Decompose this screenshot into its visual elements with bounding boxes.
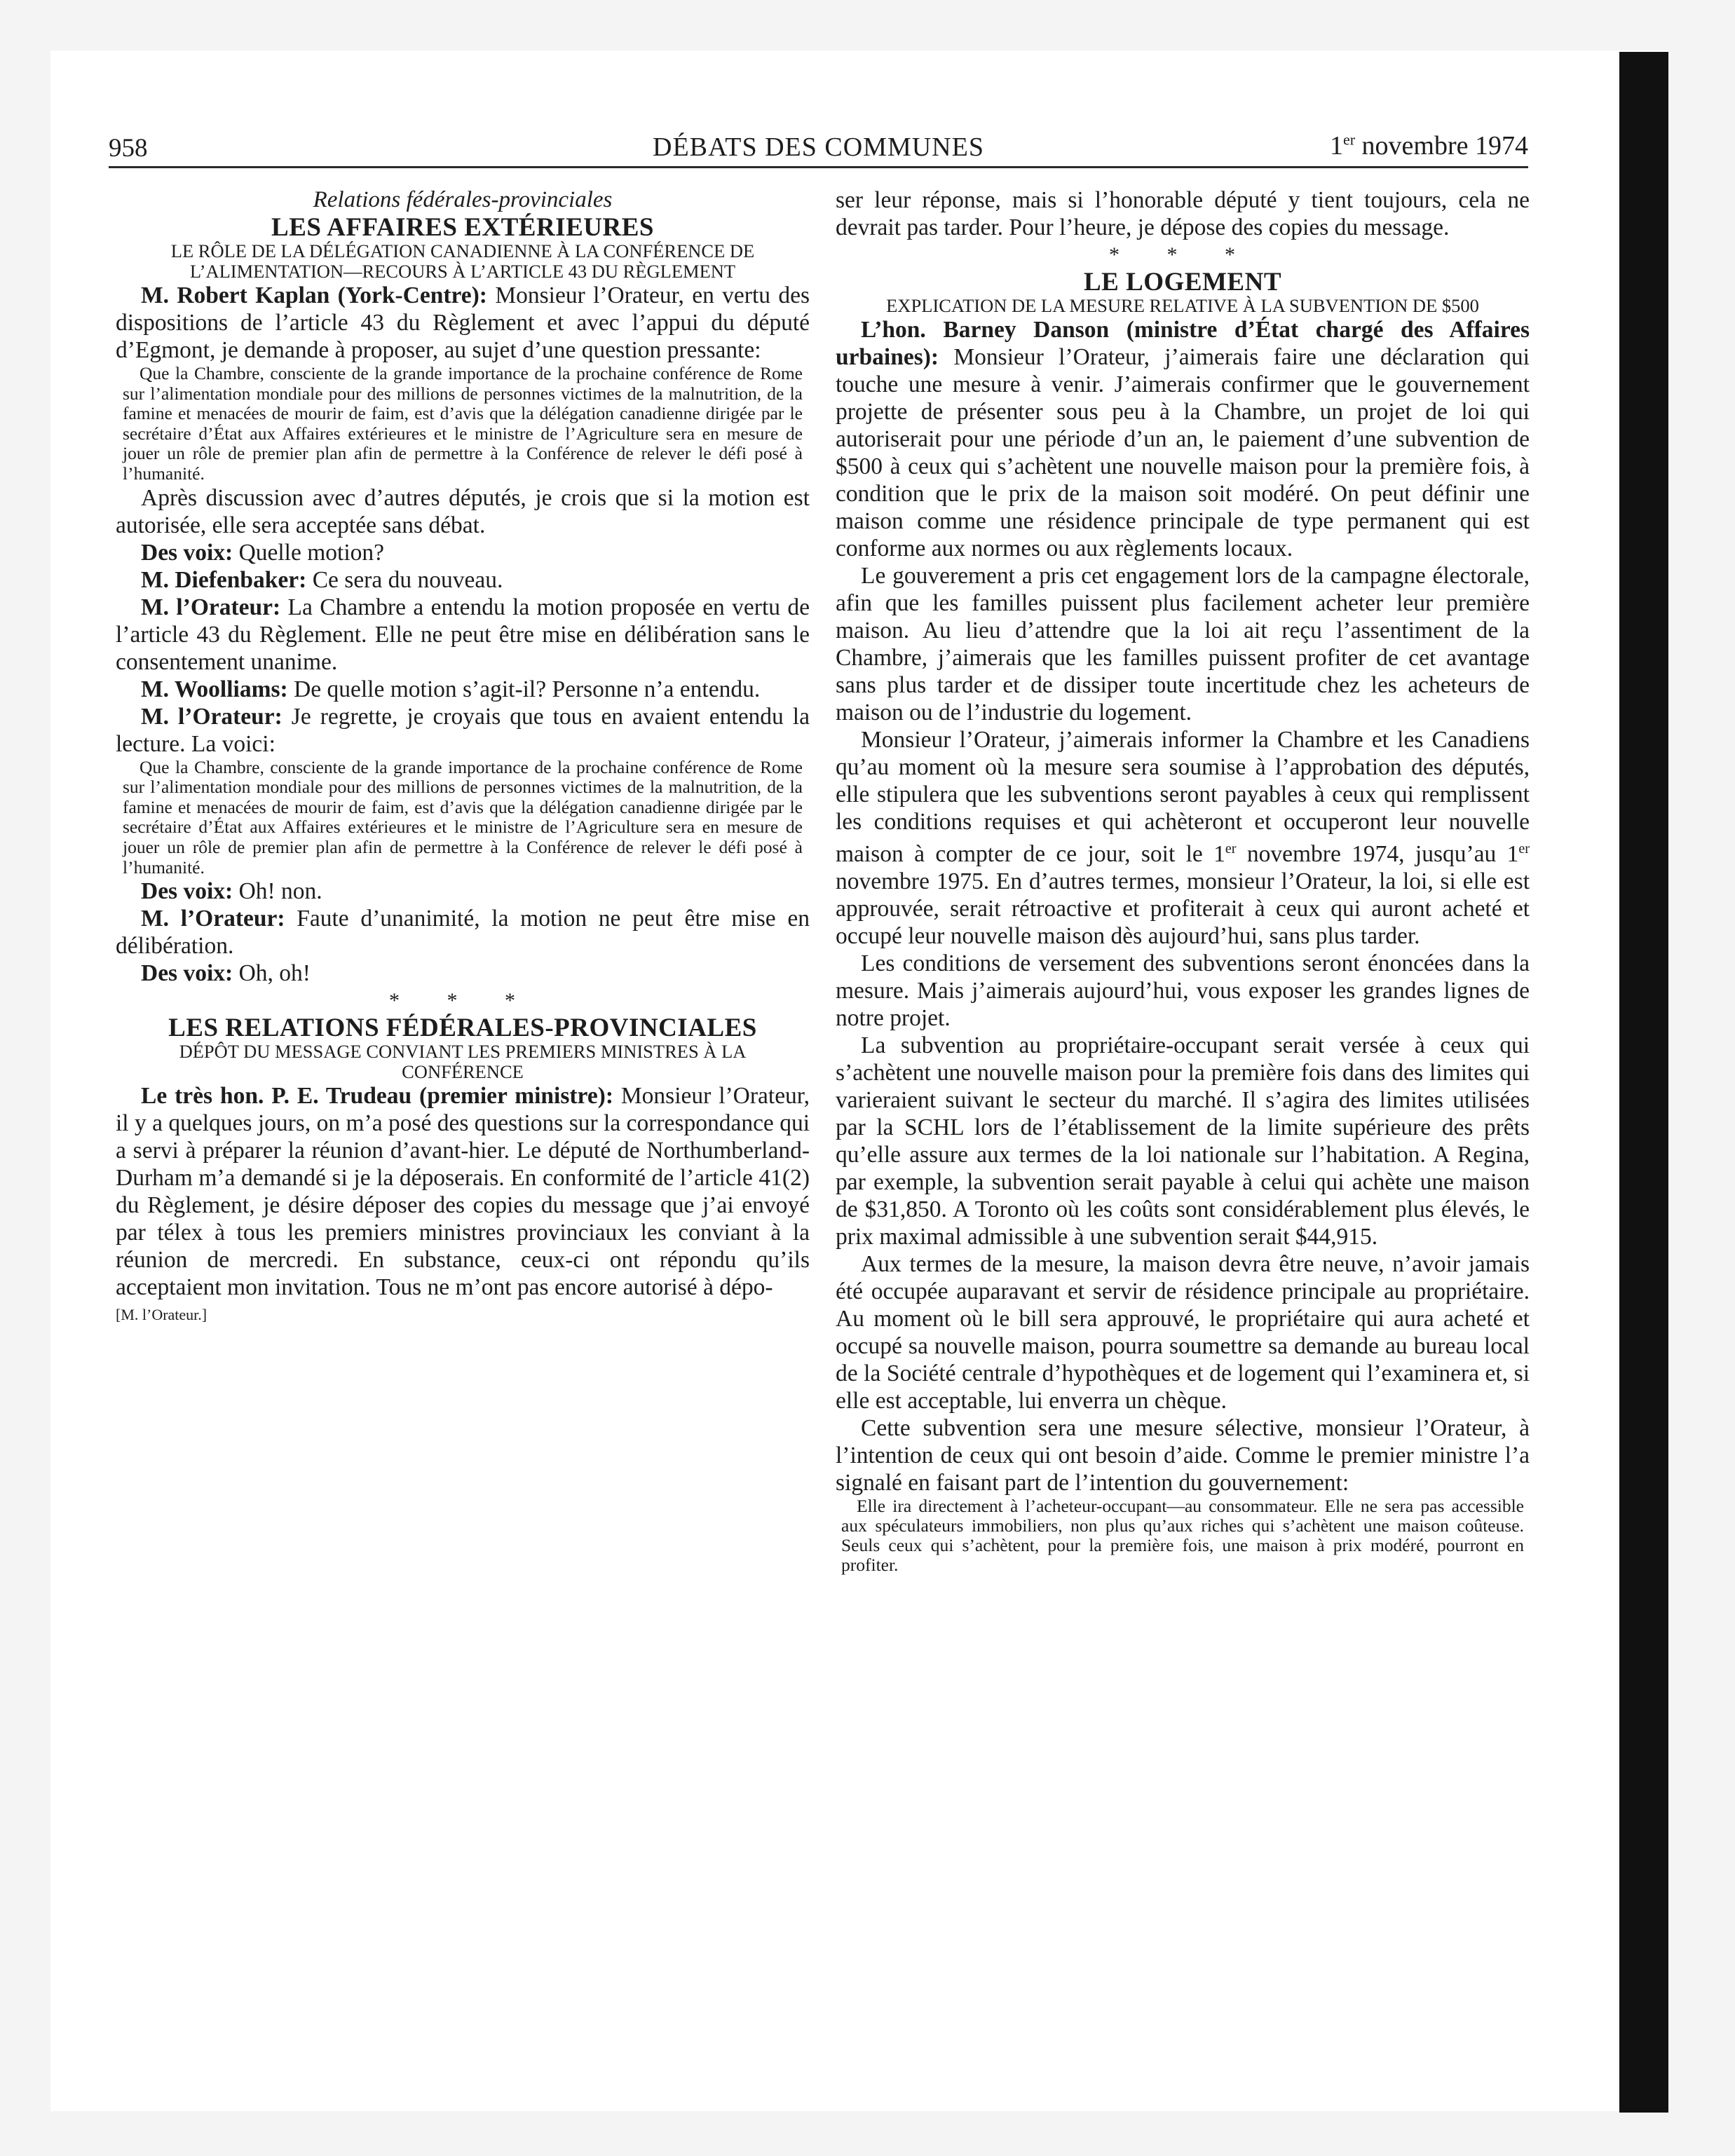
- header-date-rest: novembre 1974: [1355, 131, 1528, 161]
- speech-trudeau: [116, 1082, 810, 1301]
- speech-text: Je regrette, je croyais que tous en avaient entendu la lecture. La voici:: [116, 703, 810, 757]
- speech-text: Monsieur l’Orateur, j’aimerais faire une déclaration qui touche une mesure à venir. J’aimerais confirmer que le gouvernement projette de présenter sous peu à la Chambre, un projet de loi qui autoriserait pour une période d’un an, le paiement d’une subvention de $500 à ceux qui s’achètent une nouvelle maison pour la première fois, à condition que le prix de la maison soit modéré. On peut définir une maison comme une résidence principale de type permanent qui est conforme aux normes ou aux règlements locaux.: [836, 344, 1530, 561]
- speaker-name: Le très hon. P. E. Trudeau (premier ministre):: [141, 1083, 613, 1110]
- speaker-name: M. l’Orateur:: [141, 906, 285, 932]
- para-segment: novembre 1975. En d’autres termes, monsieur l’Orateur, la loi, si elle est approuvée, serait rétroactive et profiterait à ceux qui auront acheté et occupé leur nouvelle maison dès aujourd’hui, sans plus tarder.: [836, 868, 1530, 950]
- speaker-name: Des voix:: [141, 960, 233, 987]
- running-title: DÉBATS DES COMMUNES: [653, 132, 984, 162]
- subsection-title-delegation: LE RÔLE DE LA DÉLÉGATION CANADIENNE À LA CONFÉRENCE DE L’ALIMENTATION—RECOURS À L’ARTICLE 43 DU RÈGLEMENT: [170, 240, 755, 282]
- section-title-relations: LES RELATIONS FÉDÉRALES-PROVINCIALES: [168, 1014, 757, 1043]
- block-quote: Elle ira directement à l’acheteur-occupant—au consommateur. Elle ne sera pas accessible aux spéculateurs immobiliers, non plus qu’aux riches qui s’achètent une maison coûteuse. Seuls ceux qui s’achètent, pour la première fois, une maison à prix modéré, pourront en profiter.: [841, 1496, 1524, 1576]
- speech-paragraph: [836, 726, 1530, 950]
- motion-text: Que la Chambre, consciente de la grande importance de la prochaine conférence de Rome sur l’alimentation mondiale pour des millions de personnes victimes de la malnutrition, de la famine et menacées de mourir de faim, est d’avis que la délégation canadienne dirigée par le secrétaire d’État aux Affaires extérieures et le ministre de l’Agriculture sera en mesure de jouer un rôle de premier plan afin de permettre à la Conférence de relever le défi posé à l’humanité.: [123, 756, 803, 878]
- speech-voices: [116, 539, 810, 566]
- speech-paragraph: Cette subvention sera une mesure sélective, monsieur l’Orateur, à l’intention de ceux qui ont besoin d’aide. Comme le premier ministre l’a signalé en faisant part de l’intention du gouvernement:: [836, 1415, 1530, 1496]
- footnote: [M. l’Orateur.]: [116, 1306, 207, 1324]
- ordinal-superscript: er: [1225, 841, 1237, 857]
- speech-paragraph: Aux termes de la mesure, la maison devra être neuve, n’avoir jamais été occupée auparavant et servir de résidence principale au propriétaire. Au moment où le bill sera approuvé, le propriétaire qui aura acheté et occupé sa nouvelle maison, pourra soumettre sa demande au bureau local de la Société centrale d’hypothèques et de logement qui l’examinera et, si elle est acceptable, lui enverra un chèque.: [836, 1251, 1530, 1414]
- speech-text: Monsieur l’Orateur, il y a quelques jours, on m’a posé des questions sur la correspondance qui a servi à préparer la réunion d’avant-hier. Le député de Northumberland-Durham m’a demandé si je la déposerais. En conformité de l’article 41(2) du Règlement, je désire déposer des copies du message que j’ai envoyé par télex à tous les premiers ministres provinciaux les conviant à la réunion de mercredi. En substance, ceux-ci ont répondu qu’ils acceptaient mon invitation. Tous ne m’ont pas encore autorisé à dépo-: [116, 1083, 810, 1301]
- speech-text: Faute d’unanimité, la motion ne peut être mise en délibération.: [116, 906, 810, 960]
- speaker-name: M. l’Orateur:: [141, 594, 281, 620]
- left-column: [116, 186, 810, 1328]
- right-column: [836, 186, 1530, 1575]
- speech-voices: [116, 878, 810, 905]
- section-separator: * * *: [1109, 243, 1256, 266]
- speech-paragraph: Le gouverement a pris cet engagement lors de la campagne électorale, afin que les familles puissent plus facilement acheter leur première maison. Au lieu d’attendre que la loi ait reçu l’assentiment de la Chambre, j’aimerais que les familles puissent profiter de cet avantage sans plus tarder et de dissiper toute incertitude chez les acheteurs de maison ou de l’industrie du logement.: [836, 563, 1530, 725]
- speech-text: Quelle motion?: [233, 539, 385, 566]
- section-title-logement: LE LOGEMENT: [1083, 268, 1282, 296]
- speaker-name: M. Diefenbaker:: [141, 566, 307, 593]
- speech-text: Monsieur l’Orateur, en vertu des dispositions de l’article 43 du Règlement et avec l’appui du député d’Egmont, je demande à proposer, au sujet d’une question pressante:: [116, 282, 810, 363]
- section-title-affaires-exterieures: LES AFFAIRES EXTÉRIEURES: [271, 213, 654, 242]
- speech-kaplan: [116, 282, 810, 364]
- speech-text: La Chambre a entendu la motion proposée en vertu de l’article 43 du Règlement. Elle ne peut être mise en délibération sans le consentement unanime.: [116, 594, 810, 675]
- speech-text: Oh! non.: [233, 878, 322, 905]
- kicker: Relations fédérales-provinciales: [313, 187, 613, 212]
- speech-orateur: [116, 905, 810, 960]
- speaker-name: Des voix:: [141, 539, 233, 566]
- page-header: [109, 123, 1528, 168]
- speech-diefenbaker: [116, 566, 810, 594]
- speech-woolliams: [116, 676, 810, 703]
- ordinal-superscript: er: [1518, 841, 1530, 857]
- speaker-name: M. l’Orateur:: [141, 703, 283, 730]
- header-date-day: 1: [1329, 131, 1343, 161]
- header-date-superscript: er: [1342, 130, 1356, 149]
- speech-text: De quelle motion s’agit-il? Personne n’a entendu.: [287, 676, 761, 702]
- speaker-name: M. Woolliams:: [141, 676, 288, 702]
- speech-paragraph: La subvention au propriétaire-occupant serait versée à ceux qui s’achètent une nouvelle maison pour la première fois dans des limites qui varieraient suivant le secteur du marché. Il s’agira des limites utilisées par la SCHL lors de l’établissement de la limite supérieure des prêts qu’elle assure aux termes de la loi nationale sur l’habitation. A Regina, par exemple, la subvention serait payable à celui qui achète une maison de $31,850. A Toronto où les coûts sont considérablement plus élevés, le prix maximal admissible à une subvention serait $44,915.: [836, 1032, 1530, 1250]
- speaker-name: L’hon. Barney Danson (ministre d’État chargé des Affaires urbaines):: [836, 317, 1530, 370]
- subsection-title-subvention: EXPLICATION DE LA MESURE RELATIVE À LA SUBVENTION DE $500: [886, 295, 1479, 316]
- page-number: 958: [109, 134, 148, 163]
- speech-text: Ce sera du nouveau.: [306, 566, 503, 593]
- speaker-name: Des voix:: [141, 878, 233, 905]
- speech-danson: [836, 316, 1530, 562]
- subsection-title-depot: DÉPÔT DU MESSAGE CONVIANT LES PREMIERS MINISTRES À LA CONFÉRENCE: [179, 1041, 747, 1083]
- speech-voices: [116, 960, 810, 987]
- section-separator: * * *: [389, 989, 536, 1013]
- speech-paragraph: Après discussion avec d’autres députés, je crois que si la motion est autorisée, elle sera acceptée sans débat.: [116, 484, 810, 538]
- motion-text: Que la Chambre, consciente de la grande importance de la prochaine conférence de Rome sur l’alimentation mondiale pour des millions de personnes victimes de la malnutrition, de la famine et menacées de mourir de faim, est d’avis que la délégation canadienne dirigée par le secrétaire d’État aux Affaires extérieures et le ministre de l’Agriculture sera en mesure de jouer un rôle de premier plan afin de permettre à la Conférence de relever le défi posé à l’humanité.: [123, 363, 803, 484]
- speech-text: Oh, oh!: [233, 960, 311, 987]
- speech-orateur: [116, 594, 810, 676]
- speaker-name: M. Robert Kaplan (York-Centre):: [141, 282, 487, 308]
- para-segment: novembre 1974, jusqu’au 1: [1236, 841, 1519, 868]
- header-rule: [109, 166, 1528, 168]
- para-segment: Monsieur l’Orateur, j’aimerais informer la Chambre et les Canadiens qu’au moment où la mesure sera soumise à l’approbation des députés, elle stipulera que les subventions seront payables à ceux qui remplissent les conditions requises et qui achèteront et occuperont leur nouvelle maison à compter de ce jour, soit le 1: [836, 727, 1530, 868]
- header-date: [1330, 130, 1528, 161]
- scan-edge-bar: [1619, 52, 1668, 2113]
- continuation-paragraph: ser leur réponse, mais si l’honorable député y tient toujours, cela ne devrait pas tarder. Pour l’heure, je dépose des copies du message.: [836, 187, 1530, 240]
- speech-orateur: [116, 703, 810, 758]
- speech-paragraph: Les conditions de versement des subventions seront énoncées dans la mesure. Mais j’aimerais aujourd’hui, vous exposer les grandes lignes de notre projet.: [836, 950, 1530, 1032]
